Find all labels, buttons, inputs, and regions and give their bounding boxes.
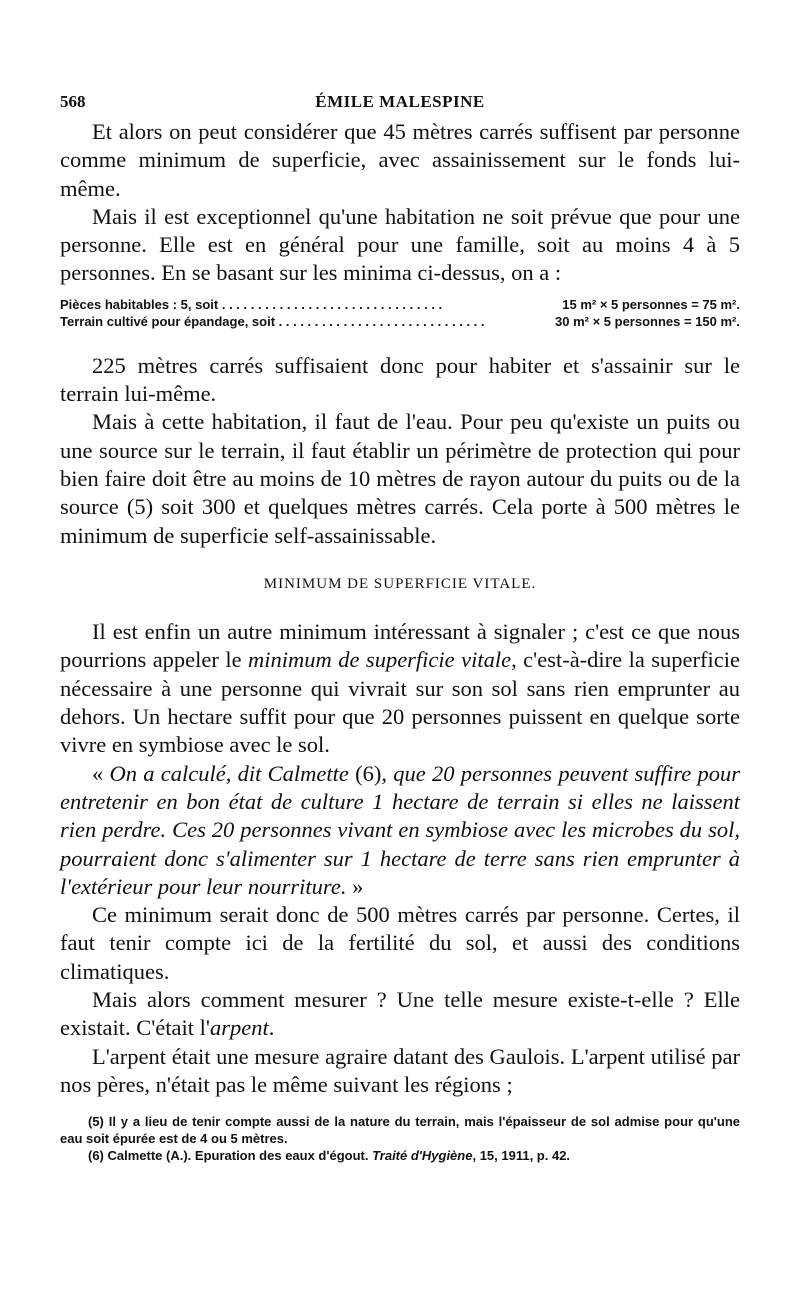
area-table (60, 296, 740, 330)
footnote-5: (5) Il y a lieu de tenir compte aussi de la nature du terrain, mais l'épaisseur de sol admise pour qu'une eau soit épurée est de 4 ou 5 mètres. (60, 1114, 740, 1147)
paragraph-5-text-b: , c'est-à-dire la superficie nécessaire à une personne qui vivrait sur son sol sans rien emprunter au dehors. Un hectare suffit pour que 20 personnes puissent en quelque sorte vivre en symbiose avec le sol. (60, 647, 740, 758)
paragraph-5-italic: minimum de superficie vitale (248, 647, 512, 673)
footnotes (60, 1113, 740, 1164)
table-row-label: Terrain cultivé pour épandage, soit . . . (60, 313, 486, 330)
paragraph-8-italic: arpent (209, 1015, 269, 1041)
paragraph-9: L'arpent était une mesure agraire datant des Gaulois. L'arpent utilisé par nos pères, n'était pas le même suivant les régions ; (60, 1043, 740, 1097)
paragraph-8-text-a: Mais alors comment mesurer ? Une telle mesure existe-t-elle ? Elle existait. C'était l' (60, 987, 740, 1041)
quote-italic-2: que 20 personnes peuvent suffire pour entretenir en bon état de culture 1 hectare de terrain si elles ne laissent rien perdre. Ces 20 personnes vivant en symbiose avec les microbes du sol, pourraient donc s'alimenter sur 1 hectare de terre sans rien emprunter à l'extérieur pour leur nourriture. (60, 760, 740, 899)
footnote-6 (60, 1147, 740, 1164)
paragraph-5 (60, 618, 740, 759)
footnote-6-tail: , 15, 1911, p. 42. (472, 1148, 571, 1164)
footnote-6-author: (6) Calmette (A.). Epuration des eaux d'égout. (88, 1148, 373, 1164)
quote-open: « (92, 760, 110, 786)
paragraph-8-text-b: . (268, 1015, 275, 1041)
table-row (60, 296, 740, 313)
paragraph-5-text-a: Il est enfin un autre minimum intéressant à signaler ; c'est ce que nous pourrions appeler le (60, 619, 740, 673)
paragraph-7: Ce minimum serait donc de 500 mètres carrés par personne. Certes, il faut tenir compte ici de la fertilité du sol, et aussi des conditions climatiques. (60, 902, 740, 984)
page-number: 568 (60, 92, 86, 111)
paragraph-4: Mais à cette habitation, il faut de l'eau. Pour peu qu'existe un puits ou une source sur le terrain, il faut établir un périmètre de protection qui pour bien faire doit être au moins de 10 mètres de rayon autour du puits ou de la source (5) soit 300 et quelques mètres carrés. Cela porte à 500 mètres le minimum de superficie self-assainissable. (60, 409, 740, 548)
quote-italic-1: On a calculé, dit Calmette (109, 760, 349, 786)
paragraph-1: Et alors on peut considérer que 45 mètres carrés suffisent par personne comme minimum de superficie, avec assainissement sur le fonds lui-même. (60, 119, 740, 201)
paragraph-8 (60, 986, 740, 1043)
paragraph-2: Mais il est exceptionnel qu'une habitation ne soit prévue que pour une personne. Elle est en général pour une famille, soit au moins 4 à 5 personnes. En se basant sur les minima ci-dessus, on a : (60, 203, 740, 286)
table-row-label: Pièces habitables : 5, soit . . . (60, 296, 486, 313)
table-row (60, 313, 740, 330)
quote-close: » (346, 873, 364, 899)
running-title: ÉMILE MALESPINE (315, 92, 485, 111)
quote-reference: (6), (348, 760, 394, 786)
footnote-6-title: Traité d'Hygiène (372, 1148, 473, 1164)
paragraph-3: 225 mètres carrés suffisaient donc pour habiter et s'assainir sur le terrain lui-même. (60, 352, 740, 407)
book-page (60, 88, 740, 1164)
quotation-paragraph (60, 760, 740, 901)
table-row-value: 15 m² × 5 personnes = 75 m². (562, 296, 740, 312)
table-row-value: 30 m² × 5 personnes = 150 m². (555, 313, 740, 329)
section-heading: MINIMUM DE SUPERFICIE VITALE. (263, 575, 537, 592)
page-header (60, 88, 740, 118)
